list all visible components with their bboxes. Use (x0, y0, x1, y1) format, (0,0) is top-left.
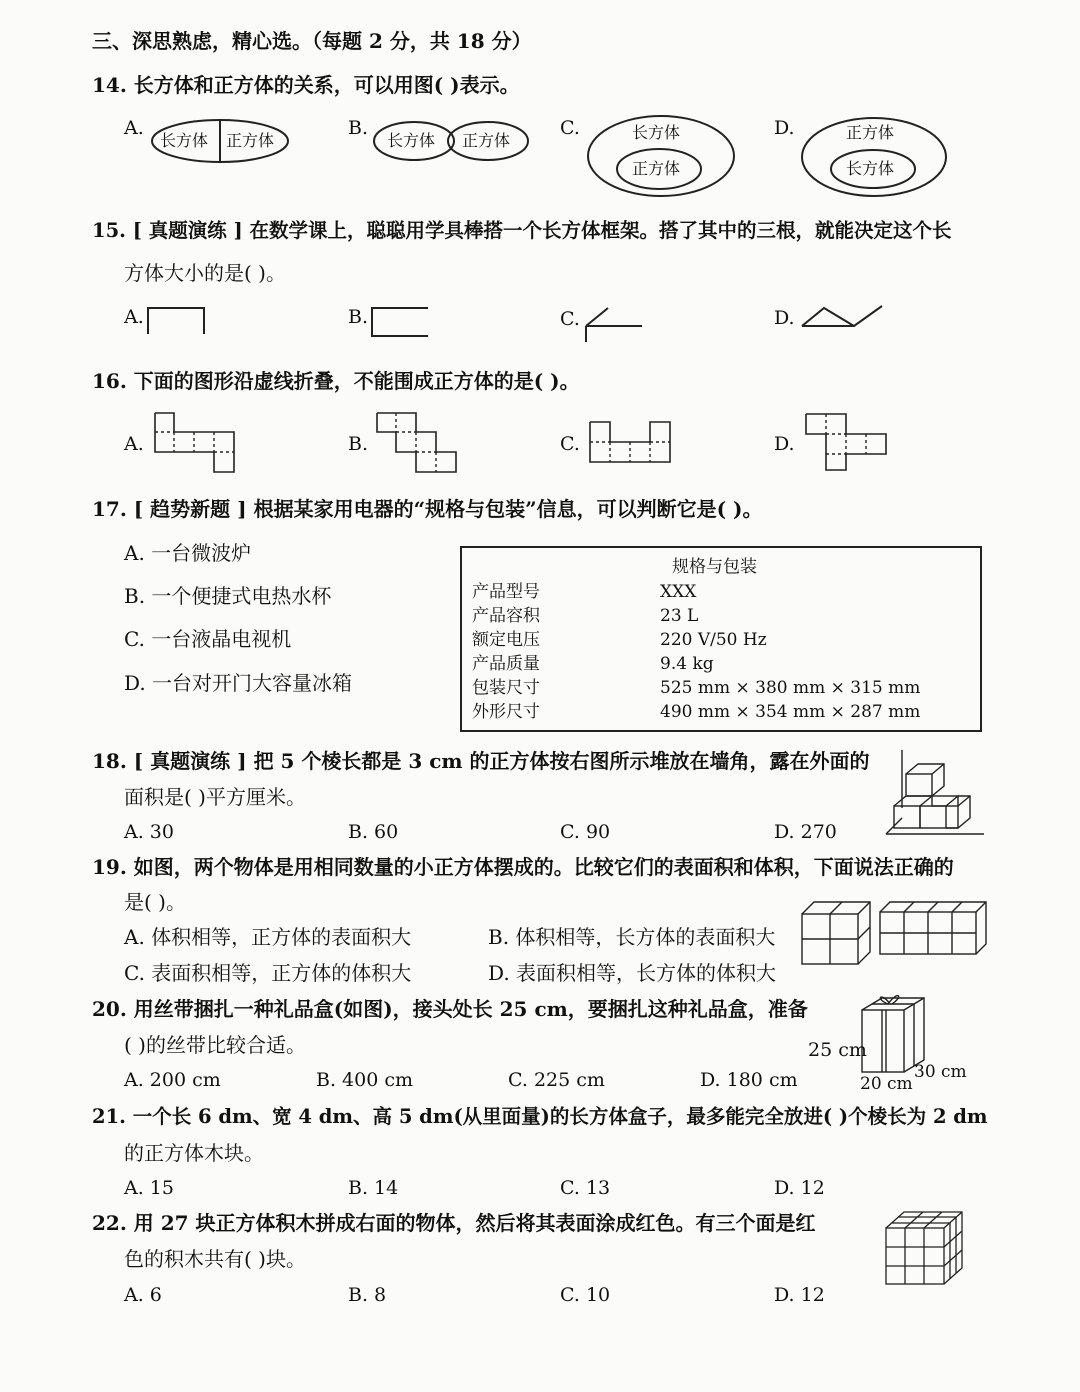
spec-value: 9.4 kg (660, 654, 714, 674)
q14-b-label-cube: 正方体 (462, 131, 511, 150)
q15-option-c[interactable]: C. (560, 308, 580, 330)
q17-option-c[interactable]: C. 一台液晶电视机 (124, 627, 292, 651)
q19-option-a[interactable]: A. 体积相等，正方体的表面积大 (124, 925, 412, 949)
q21-stem-line2: 的正方体木块。 (124, 1141, 264, 1165)
q18-option-c[interactable]: C. 90 (560, 821, 611, 843)
spec-key: 产品型号 (472, 582, 540, 602)
q17-option-d[interactable]: D. 一台对开门大容量冰箱 (124, 671, 353, 695)
q14-c-label-outer: 长方体 (632, 123, 681, 142)
q18-stem-line2: 面积是( )平方厘米。 (124, 785, 306, 809)
q21-stem-line1: 21. 一个长 6 dm、宽 4 dm、高 5 dm(从里面量)的长方体盒子，最多能完全放进( )个棱长为 2 dm (92, 1105, 988, 1128)
q15-stem-line1: 15. [ 真题演练 ] 在数学课上，聪聪用学具棒搭一个长方体框架。搭了其中的三根，就能决定这个长 (92, 219, 952, 242)
q14-a-label-cube: 正方体 (226, 131, 275, 150)
spec-value: 490 mm × 354 mm × 287 mm (660, 702, 921, 722)
q14-option-c[interactable]: C. (560, 117, 580, 139)
q14-d-label-inner: 长方体 (846, 159, 895, 178)
spec-key: 产品质量 (472, 654, 540, 674)
q16-option-d[interactable]: D. (774, 433, 795, 455)
q20-option-c[interactable]: C. 225 cm (508, 1069, 605, 1091)
q19-stem-line2: 是( )。 (124, 890, 186, 914)
spec-key: 额定电压 (472, 630, 540, 650)
q14-option-d[interactable]: D. (774, 117, 795, 139)
q18-option-b[interactable]: B. 60 (348, 821, 399, 843)
spec-key: 产品容积 (472, 606, 540, 626)
q14-b-label-rect: 长方体 (387, 131, 436, 150)
q15-diagram-b (370, 306, 432, 340)
section-title: 三、深思熟虑，精心选。（每题 2 分，共 18 分） (92, 29, 532, 53)
q19-stem-line1: 19. 如图，两个物体是用相同数量的小正方体摆成的。比较它们的表面积和体积，下面说法正确的 (92, 855, 954, 879)
q19-option-c[interactable]: C. 表面积相等，正方体的体积大 (124, 961, 412, 985)
q17-option-a[interactable]: A. 一台微波炉 (124, 541, 252, 565)
q16-net-b (376, 412, 460, 474)
q22-option-d[interactable]: D. 12 (774, 1284, 825, 1306)
q21-option-a[interactable]: A. 15 (124, 1177, 174, 1199)
q14-a-label-rect: 长方体 (160, 131, 209, 150)
spec-table (460, 546, 982, 732)
q15-option-a[interactable]: A. (124, 306, 144, 328)
q19-option-b[interactable]: B. 体积相等，长方体的表面积大 (488, 925, 776, 949)
q16-net-a (154, 412, 238, 474)
spec-key: 包装尺寸 (472, 678, 540, 698)
q19-option-d[interactable]: D. 表面积相等，长方体的体积大 (488, 961, 777, 985)
q14-option-b[interactable]: B. (348, 117, 369, 139)
q15-option-b[interactable]: B. (348, 306, 369, 328)
q14-option-a[interactable]: A. (124, 117, 144, 139)
q16-net-c (588, 420, 674, 466)
q20-option-d[interactable]: D. 180 cm (700, 1069, 798, 1091)
spec-key: 外形尺寸 (472, 702, 540, 722)
q20-dim-width: 20 cm (860, 1074, 913, 1094)
q21-option-c[interactable]: C. 13 (560, 1177, 611, 1199)
q21-option-b[interactable]: B. 14 (348, 1177, 399, 1199)
q22-stem-line1: 22. 用 27 块正方体积木拼成右面的物体，然后将其表面涂成红色。有三个面是红 (92, 1211, 816, 1235)
q20-option-a[interactable]: A. 200 cm (124, 1069, 221, 1091)
q16-option-b[interactable]: B. (348, 433, 369, 455)
q14-stem: 14. 长方体和正方体的关系，可以用图( )表示。 (92, 73, 520, 97)
q15-diagram-a (146, 306, 208, 336)
q15-diagram-c (580, 304, 646, 344)
q15-diagram-d (800, 304, 886, 330)
q17-stem: 17. [ 趋势新题 ] 根据某家用电器的“规格与包装”信息，可以判断它是( )。 (92, 497, 763, 521)
q18-option-a[interactable]: A. 30 (124, 821, 174, 843)
spec-value: 525 mm × 380 mm × 315 mm (660, 678, 921, 698)
q19-cube-figure (800, 900, 872, 968)
q16-stem: 16. 下面的图形沿虚线折叠，不能围成正方体的是( )。 (92, 369, 580, 393)
q14-d-label-outer: 正方体 (846, 123, 895, 142)
q22-option-c[interactable]: C. 10 (560, 1284, 611, 1306)
q16-net-d (804, 412, 890, 474)
q18-cube-stack-figure (884, 748, 988, 838)
q20-stem-line1: 20. 用丝带捆扎一种礼品盒(如图)，接头处长 25 cm，要捆扎这种礼品盒，准备 (92, 997, 808, 1021)
q16-option-a[interactable]: A. (124, 433, 144, 455)
spec-value: 23 L (660, 606, 699, 626)
spec-value: XXX (660, 582, 697, 602)
q17-option-b[interactable]: B. 一个便捷式电热水杯 (124, 584, 332, 608)
q22-cube-figure (884, 1210, 966, 1286)
q22-option-a[interactable]: A. 6 (124, 1284, 162, 1306)
q20-dim-length: 30 cm (914, 1062, 967, 1082)
spec-value: 220 V/50 Hz (660, 630, 767, 650)
q16-option-c[interactable]: C. (560, 433, 580, 455)
q18-option-d[interactable]: D. 270 (774, 821, 837, 843)
q20-dim-height: 25 cm (808, 1039, 867, 1061)
q20-option-b[interactable]: B. 400 cm (316, 1069, 414, 1091)
q20-stem-line2: ( )的丝带比较合适。 (124, 1033, 306, 1057)
q22-stem-line2: 色的积木共有( )块。 (124, 1247, 306, 1271)
q21-option-d[interactable]: D. 12 (774, 1177, 825, 1199)
q15-stem-line2: 方体大小的是( )。 (124, 261, 286, 285)
q22-option-b[interactable]: B. 8 (348, 1284, 387, 1306)
spec-table-title: 规格与包装 (672, 557, 757, 577)
q15-option-d[interactable]: D. (774, 307, 795, 329)
q19-cuboid-figure (878, 900, 990, 958)
q18-stem-line1: 18. [ 真题演练 ] 把 5 个棱长都是 3 cm 的正方体按右图所示堆放在墙角，露在外面的 (92, 749, 870, 773)
q14-c-label-inner: 正方体 (632, 159, 681, 178)
